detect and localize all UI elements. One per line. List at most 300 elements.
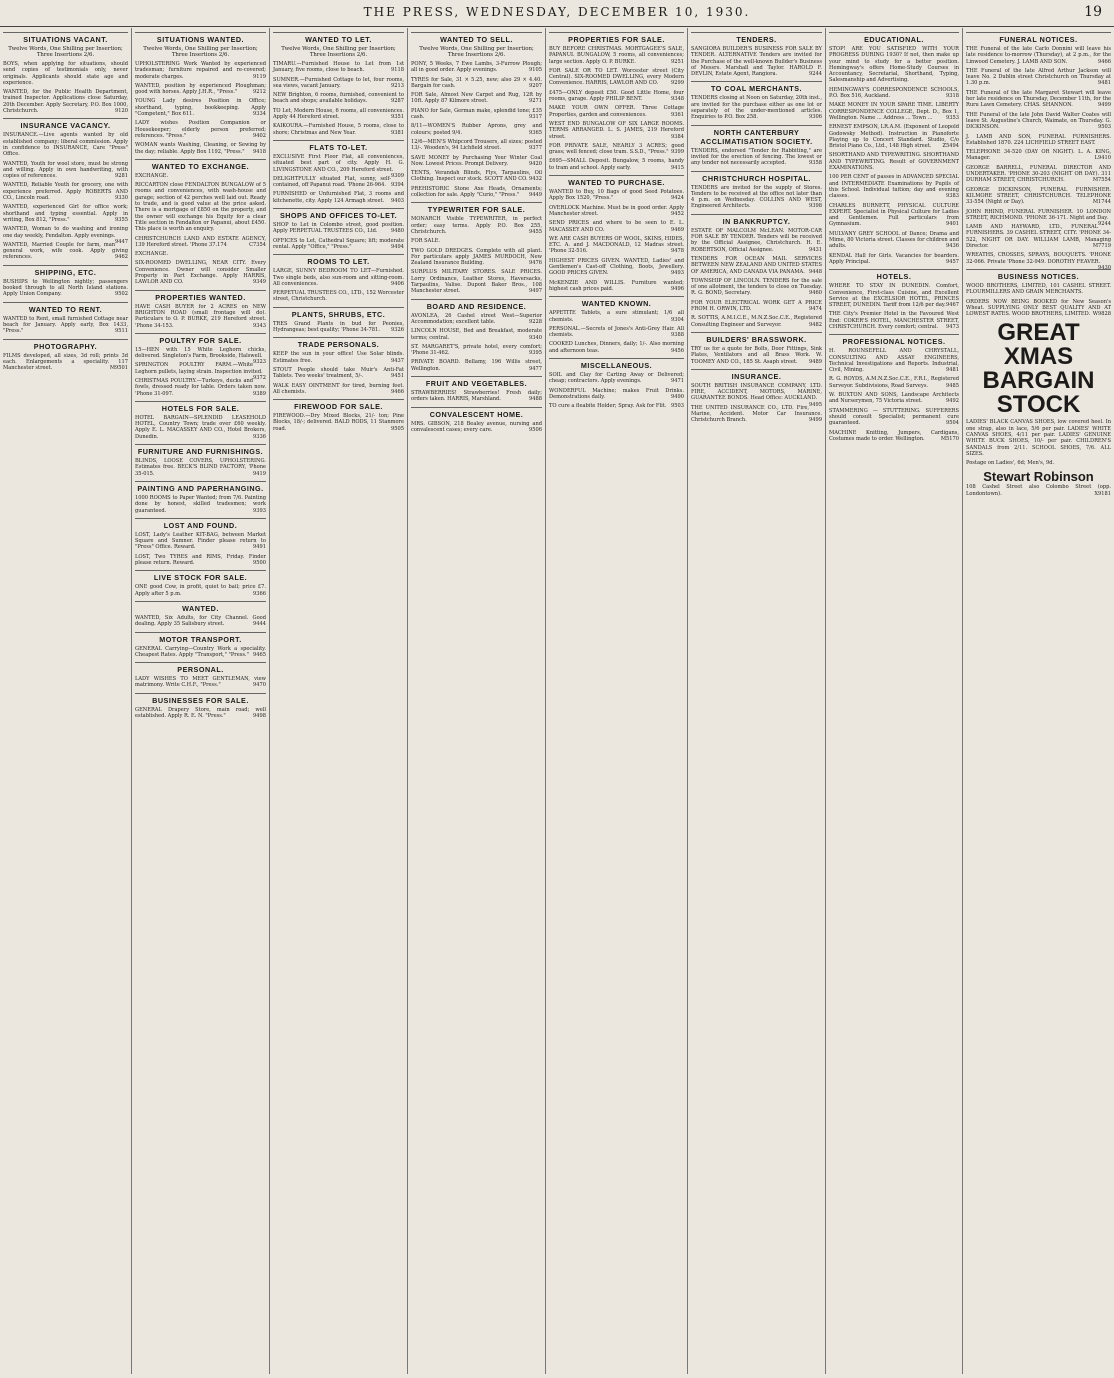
classified-ad bbox=[135, 182, 266, 232]
ad-text: WOOD BROTHERS, LIMITED, 101 CASHEL STREET. FLOURMILLERS AND GRAIN MERCHANTS. bbox=[966, 282, 1111, 296]
ad-reference-number: 9403 bbox=[391, 197, 404, 204]
ad-text: BUY BEFORE CHRISTMAS. MORTGAGEE'S SALE, PAPANUI. BUNGALOW, 5 rooms, all conveniences; large section. Apply O. P. BURKE. bbox=[549, 46, 684, 65]
ad-reference-number: 9395 bbox=[529, 350, 542, 357]
classified-ad bbox=[829, 87, 959, 100]
ad-reference-number: 9365 bbox=[529, 129, 542, 136]
classified-ad bbox=[966, 419, 1111, 457]
section-heading: LIVE STOCK FOR SALE. bbox=[135, 570, 266, 582]
display-advert-headline: GREAT XMAS BARGAIN STOCK bbox=[982, 319, 1095, 419]
classified-ad bbox=[3, 89, 128, 114]
classified-ad bbox=[135, 260, 266, 285]
column-5 bbox=[546, 28, 688, 1374]
ad-reference-number: M7719 bbox=[1092, 243, 1111, 250]
ad-reference-number: 9474 bbox=[809, 306, 822, 313]
section-heading: MISCELLANEOUS. bbox=[549, 358, 684, 370]
classified-ad bbox=[135, 304, 266, 329]
ad-text: PERPETUAL TRUSTEES CO., LTD., 152 Worcester street, Christchurch. bbox=[273, 290, 404, 303]
ad-text: ONE good Cow, in profit, quiet to bail; price £7. Apply after 5 p.m. bbox=[135, 584, 266, 597]
ad-text: KEEP the sun in your office! Use Solar blinds. Estimates free. bbox=[273, 351, 404, 364]
classified-ad bbox=[829, 430, 959, 443]
ad-reference-number: 9372 bbox=[253, 374, 266, 381]
ad-text: APPETITE Tablets, a sure stimulant; 1/6 all chemists. bbox=[549, 310, 684, 323]
ad-reference-number: 9455 bbox=[529, 228, 542, 235]
section-heading: FIREWOOD FOR SALE. bbox=[273, 399, 404, 411]
ad-reference-number: 9467 bbox=[946, 302, 959, 309]
classified-ad bbox=[829, 253, 959, 266]
ad-reference-number: 9489 bbox=[809, 358, 822, 365]
section-heading: LOST AND FOUND. bbox=[135, 518, 266, 530]
ad-text: MACHINE Knitting, Jumpers, Cardigans, Costumes made to order. Wellington. bbox=[829, 429, 959, 442]
ad-text: TYRES for Sale, 31 × 5.25, new; also 29 × 4.40. Bargain for cash. bbox=[411, 76, 542, 89]
classified-ad bbox=[549, 143, 684, 156]
classified-ad bbox=[829, 408, 959, 427]
ad-text: TIMARU.—Furnished House to Let from 1st January, five rooms, close to beach. bbox=[273, 61, 404, 74]
ad-reference-number: 9430 bbox=[1098, 264, 1111, 271]
classified-ad bbox=[411, 328, 542, 341]
section-heading: IN BANKRUPTCY. bbox=[691, 214, 822, 226]
ad-text: STOP! ARE YOU SATISFIED WITH YOUR PROGRESS DURING 1930? If not, then make up your mind to study for a better position. Hemingway's offers Home-Study Courses in Accountancy, Secretarial, Shorthand, Typing, Salesmanship and Advertising. bbox=[829, 46, 959, 84]
ad-reference-number: C7354 bbox=[249, 241, 266, 248]
ad-text: PREHISTORIC Stone Axe Heads, Ornaments; collection for sale. Apply "Curio," "Press." bbox=[411, 185, 542, 199]
ad-reference-number: 9251 bbox=[671, 58, 684, 65]
column-7 bbox=[826, 28, 963, 1374]
classified-ad bbox=[135, 83, 266, 96]
classified-ad bbox=[273, 77, 404, 90]
classified-ad bbox=[135, 584, 266, 597]
classified-ad bbox=[135, 554, 266, 567]
section-heading: WANTED KNOWN. bbox=[549, 296, 684, 308]
classified-ad bbox=[549, 158, 684, 171]
ad-text: EXCLUSIVE First Floor Flat, all conveniences, situated best part of city. Apply H. G. LIVINGSTONE AND CO., 209 Hereford street. bbox=[273, 153, 404, 173]
ad-reference-number: 9466 bbox=[391, 388, 404, 395]
ad-text: 1000 ROOMS to Paper Wanted; from 7/6. Painting done by honest, skilled tradesmen; work guaranteed. bbox=[135, 494, 266, 514]
ad-reference-number: 9349 bbox=[253, 279, 266, 286]
ad-text: FOR YOUR ELECTRICAL WORK GET A PRICE FROM H. ORWIN, LTD. bbox=[691, 299, 822, 313]
rate-notice: Twelve Words, One Shilling per Insertion; Three Insertions 2/6. bbox=[419, 46, 534, 58]
classified-ad bbox=[966, 299, 1111, 318]
classified-ad bbox=[691, 382, 822, 408]
ad-reference-number: 9381 bbox=[391, 129, 404, 136]
ad-reference-number: 9384 bbox=[671, 133, 684, 140]
section-heading: PAINTING AND PAPERHANGING. bbox=[135, 481, 266, 493]
classified-ad bbox=[829, 283, 959, 308]
ad-reference-number: 9469 bbox=[671, 226, 684, 233]
classified-ad bbox=[273, 238, 404, 251]
classified-ad bbox=[135, 415, 266, 440]
ad-reference-number: 9470 bbox=[253, 682, 266, 689]
ad-text: EXCHANGE. bbox=[135, 251, 169, 258]
classified-ad bbox=[549, 46, 684, 65]
ad-text: WOMAN wants Washing, Cleaning, or Sewing by the day; reliable. Apply Box 1192, "Press." bbox=[135, 142, 266, 155]
ad-text: SOUTH BRITISH INSURANCE COMPANY, LTD. FIRE, ACCIDENT, MOTORS, MARINE, GUARANTEE BONDS. Head Office: AUCKLAND. bbox=[691, 382, 822, 402]
classified-ad bbox=[135, 61, 266, 80]
ad-text: SAVE MONEY by Purchasing Your Winter Coal Now. Lowest Prices. Prompt Delivery. bbox=[411, 154, 542, 167]
classified-ad bbox=[135, 251, 266, 257]
ad-text: MONARCH Visible TYPEWRITER, in perfect order; easy terms. Apply P.O. Box 255, Christchurch. bbox=[411, 216, 542, 235]
ad-reference-number: 9348 bbox=[671, 96, 684, 103]
ad-reference-number: 9336 bbox=[253, 433, 266, 440]
ad-text: SHOP to Let in Colombo street, good position. Apply PERPETUAL TRUSTEES CO., Ltd. bbox=[273, 222, 404, 235]
ad-text: OFFICES to Let, Cathedral Square; lift; moderate rental. Apply "Office," "Press." bbox=[273, 237, 404, 250]
ad-text: ST. MARGARET'S, private hotel, every comfort; 'Phone 31-462. bbox=[411, 343, 542, 357]
classified-ad bbox=[691, 405, 822, 424]
ad-text: AVONLEA, 26 Cashel street West—Superior Accommodation; excellent table. bbox=[411, 312, 542, 325]
advertiser-name: Stewart Robinson bbox=[983, 469, 1094, 485]
classified-ad bbox=[966, 224, 1111, 249]
ad-text: Postage on Ladies', 6d; Men's, 9d. bbox=[966, 460, 1055, 467]
classified-ad bbox=[411, 344, 542, 357]
classified-ad bbox=[273, 413, 404, 432]
ad-text: ERNEST EMPSON, LR.A.M. (Exponent of Leopold Godowsky Method). Instruction in Pianoforte Playing up to Concert Standard. Studio, C/o Bristol Piano Co., Ltd., 148 High street. bbox=[829, 124, 959, 150]
ad-text: WHERE TO STAY IN DUNEDIN. Comfort, Convenience, First-class Cuisine, and Excellent Service at the EXCELSIOR HOTEL, PRINCES STREET, DUNEDIN. Tariff from 12/6 per day. bbox=[829, 283, 959, 309]
classified-ad bbox=[3, 316, 128, 335]
ad-text: 15—HEN with 15 White Leghorn chicks, delivered. Singleton's Farm, Brookside, Halswell. bbox=[135, 346, 266, 360]
ad-reference-number: 9473 bbox=[946, 323, 959, 330]
newspaper-title: THE PRESS, WEDNESDAY, DECEMBER 10, 1930. bbox=[363, 5, 751, 19]
ad-reference-number: 9466 bbox=[1098, 58, 1111, 65]
ad-reference-number: 9207 bbox=[529, 82, 542, 89]
ad-reference-number: 9244 bbox=[1098, 221, 1111, 228]
ad-text: WREATHS, CROSSES, SPRAYS, BOUQUETS. 'PHONE 32-066. Private 'Phone 32-949. DOROTHY FEAVER. bbox=[966, 252, 1111, 265]
classified-ad bbox=[966, 112, 1111, 131]
ad-reference-number: W9828 bbox=[1092, 311, 1111, 318]
classified-ad bbox=[411, 77, 542, 90]
classified-ad bbox=[829, 46, 959, 84]
ad-reference-number: 9444 bbox=[253, 621, 266, 628]
classified-ad bbox=[3, 226, 128, 245]
classified-ad bbox=[829, 231, 959, 250]
ad-reference-number: 9478 bbox=[671, 248, 684, 255]
classified-ad bbox=[411, 139, 542, 152]
ad-reference-number: 9432 bbox=[529, 176, 542, 183]
section-heading: BUSINESSES FOR SALE. bbox=[135, 693, 266, 705]
ad-reference-number: 9496 bbox=[671, 285, 684, 292]
classified-ad bbox=[411, 390, 542, 403]
classified-ad bbox=[411, 123, 542, 136]
ad-text: LADY wishes Position Companion or Housekeeper; elderly person preferred; references. "Press." bbox=[135, 120, 266, 139]
ad-reference-number: 9485 bbox=[946, 382, 959, 389]
section-heading: HOTELS FOR SALE. bbox=[135, 401, 266, 413]
ad-text: PIANO for Sale, German make, splendid tone; £35 cash. bbox=[411, 107, 542, 121]
ad-reference-number: 9488 bbox=[529, 396, 542, 403]
section-heading: MOTOR TRANSPORT. bbox=[135, 632, 266, 644]
ad-text: CHRISTCHURCH LAND AND ESTATE AGENCY, 139 Hereford street. 'Phone 37.174 bbox=[135, 235, 266, 248]
ad-reference-number: 9481 bbox=[946, 367, 959, 374]
ad-reference-number: 9490 bbox=[671, 393, 684, 400]
ad-text: MRS. GIBSON, 218 Bealey avenue, nursing and convalescent cases; every care. bbox=[411, 420, 542, 433]
classified-ad bbox=[549, 236, 684, 255]
ad-text: TENDERS are invited for the supply of Stores. Tenders to be received at the office not later than 4 p.m. on Wednesday. COLLINS AND WEST, Engineered Architects. bbox=[691, 184, 822, 210]
classified-ad bbox=[829, 376, 959, 389]
ad-text: YOUNG Lady desires Position in Office; shorthand, typing, bookkeeping. Apply "Competent," Box 611. bbox=[135, 98, 266, 118]
ad-reference-number: 9452 bbox=[671, 210, 684, 217]
ad-reference-number: 9120 bbox=[115, 108, 128, 115]
section-heading: TYPEWRITER FOR SALE. bbox=[411, 202, 542, 214]
ad-text: WANTED, Six Adults, for City Channel. Good dealing. Apply 35 Salisbury street. bbox=[135, 614, 266, 628]
ad-text: TRES Grand Plants in bud for Peonies, Hydrangeas; best quality; 'Phone 34-781. bbox=[273, 320, 404, 334]
section-heading: WANTED TO LET. bbox=[273, 32, 404, 44]
ad-reference-number: 9399 bbox=[671, 149, 684, 156]
classified-ad bbox=[273, 290, 404, 303]
classified-ad bbox=[966, 90, 1111, 109]
ad-reference-number: 9361 bbox=[671, 111, 684, 118]
ad-text: HAVE CASH BUYER for 2 ACRES on NEW BRIGHTON ROAD (small frontage will do). Particulars to O. P. BURKE, 219 Hereford street. 'Phone 34-153. bbox=[135, 303, 266, 329]
classified-ad bbox=[135, 120, 266, 139]
ad-text: ESTATE OF MALCOLM McLEAN. MOTOR-CAR FOR SALE BY TENDER. Tenders will be received by the Official Assignee, Christchurch. H. E. ROBERTSON, Official Assignee. bbox=[691, 227, 822, 253]
ad-text: WEST END BUNGALOW OF SIX LARGE ROOMS. TERMS ARRANGED. L. S. JAMES, 219 Hereford street. bbox=[549, 120, 684, 140]
classified-ad bbox=[135, 346, 266, 366]
ad-reference-number: 9309 bbox=[391, 172, 404, 179]
ad-reference-number: 9431 bbox=[809, 246, 822, 253]
ad-reference-number: 9281 bbox=[115, 173, 128, 180]
ad-reference-number: 9212 bbox=[253, 89, 266, 96]
ad-reference-number: 9505 bbox=[391, 425, 404, 432]
classified-ad bbox=[135, 532, 266, 551]
ad-text: WANTED, Married Couple for farm, man general work, wife cook. Apply giving references. bbox=[3, 241, 128, 261]
ad-reference-number: 9420 bbox=[529, 160, 542, 167]
classified-ad bbox=[829, 152, 959, 171]
classified-ad bbox=[273, 383, 404, 396]
classified-ad bbox=[411, 108, 542, 121]
ad-reference-number: 9460 bbox=[809, 290, 822, 297]
section-heading: PROPERTIES FOR SALE. bbox=[549, 32, 684, 44]
classified-ad bbox=[966, 187, 1111, 206]
ad-text: WONDERFUL Machine; makes Fruit Drinks. Demonstrations daily. bbox=[549, 387, 684, 400]
section-heading: PROFESSIONAL NOTICES. bbox=[829, 334, 959, 346]
ad-text: FOR SALE OR TO LET. Worcester street (City Central). SIX-ROOMED DWELLING, every Modern Convenience. HARRIS, LAWLOR AND CO. bbox=[549, 67, 684, 87]
ad-text: W. BUXTON AND SONS, Landscape Architects and Nurserymen, 75 Victoria street. bbox=[829, 392, 959, 405]
section-heading: TRADE PERSONALS. bbox=[273, 337, 404, 349]
classified-ad bbox=[411, 186, 542, 199]
ad-reference-number: 9389 bbox=[253, 390, 266, 397]
ad-text: WALK EASY OINTMENT for tired, burning feet. All chemists. bbox=[273, 382, 404, 395]
rate-notice: Twelve Words, One Shilling per Insertion; Three Insertions 2/6. bbox=[143, 46, 258, 58]
ad-reference-number: 9355 bbox=[115, 216, 128, 223]
classified-ad bbox=[966, 68, 1111, 87]
classified-ad bbox=[135, 173, 266, 179]
ad-reference-number: 9351 bbox=[391, 114, 404, 121]
classified-ad bbox=[691, 315, 822, 328]
ad-text: £695—SMALL Deposit. Bungalow, 5 rooms, handy to tram and school. Apply early. bbox=[549, 158, 684, 171]
ad-text: McKENZIE AND WILLIS. Furniture wanted; highest cash prices paid. bbox=[549, 279, 684, 292]
ad-text: GENERAL Carrying—Country Work a speciality. Cheapest Rates. Apply "Transport," "Press." bbox=[135, 645, 266, 658]
ad-text: TENDERS, endorsed "Tender for Rabbiting," are invited for the erection of fencing. The lowest or any tender not necessarily accepted. bbox=[691, 147, 822, 167]
ad-text: PERSONAL.—Secrets of Jones's Anti-Grey Hair. All chemists. bbox=[549, 325, 684, 339]
ad-reference-number: 9119 bbox=[253, 73, 266, 80]
ad-reference-number: 9502 bbox=[115, 291, 128, 298]
ad-text: THE City's Premier Hotel in the Favoured West End: COKER'S HOTEL, MANCHESTER STREET, CHRISTCHURCH. Every comfort; central. bbox=[829, 311, 959, 330]
classified-ad bbox=[829, 348, 959, 373]
ad-text: 8/11—WOMEN'S Rubber Aprons, grey and colours; posted 9/4. bbox=[411, 123, 542, 136]
ad-text: NEW Brighton, 6 rooms, furnished, convenient to beach and shops; available holidays. bbox=[273, 92, 404, 105]
classified-ad bbox=[273, 367, 404, 380]
ad-reference-number: 9476 bbox=[529, 260, 542, 267]
ad-text: LOST, Lady's Leather KIT-BAG, between Market Square and Sumner. Finder please return to "Press" Office. Reward. bbox=[135, 531, 266, 551]
classified-ad bbox=[411, 359, 542, 372]
ad-text: FOR PRIVATE SALE, NEARLY 3 ACRES; good grass; well fenced; close tram. S.S.D., "Press." bbox=[549, 142, 684, 156]
classified-ad bbox=[691, 185, 822, 210]
classified-ad bbox=[273, 268, 404, 287]
ad-text: THE UNITED INSURANCE CO., LTD. Fire, Marine, Accident. Motor Car Insurance. Christchurch Branch. bbox=[691, 404, 822, 424]
ad-reference-number: 9448 bbox=[809, 268, 822, 275]
classified-ad bbox=[691, 278, 822, 297]
ad-text: FOR SALE. bbox=[411, 238, 441, 245]
section-heading: WANTED TO EXCHANGE. bbox=[135, 159, 266, 171]
ad-reference-number: 9358 bbox=[809, 160, 822, 167]
ad-text: KENDAL Hall for Girls. Vacancies for boarders. Apply Principal. bbox=[829, 252, 959, 265]
classified-ad bbox=[549, 189, 684, 202]
ad-reference-number: 9326 bbox=[391, 327, 404, 334]
section-heading: TENDERS. bbox=[691, 32, 822, 44]
ad-text: PRIVATE BOARD. Bellamy, 196 Willis street, Wellington. bbox=[411, 359, 542, 372]
ad-reference-number: 9494 bbox=[391, 243, 404, 250]
ad-reference-number: 9418 bbox=[253, 148, 266, 155]
ad-text: TWO GOLD DREDGES. Complete with all plant. For particulars apply JAMES MURDOCH, New Zealand Insurance Building. bbox=[411, 247, 542, 267]
section-heading: SITUATIONS WANTED. bbox=[135, 32, 266, 44]
classified-ad bbox=[273, 191, 404, 204]
ad-text: CHARLES BURNETT, PHYSICAL CULTURE EXPERT. Specialist in Physical Culture for Ladies and Gentlemen. Full particulars from Gymnasium. bbox=[829, 202, 959, 228]
ad-reference-number: 9500 bbox=[253, 560, 266, 567]
section-heading: CONVALESCENT HOME. bbox=[411, 407, 542, 419]
ad-text: THE Funeral of the late Alfred Arthur Jackson will leave No. 2 Dublin street Christchurch on Thursday at 1.30 p.m. bbox=[966, 67, 1111, 87]
column-8 bbox=[963, 28, 1114, 1374]
ad-text: TELEPHONE 34-520 (DAY OR NIGHT). L. A. KING, Manager. bbox=[966, 149, 1111, 162]
ad-text: SPRINGTON POULTRY FARM.—White Leghorn pullets, laying strain. Inspection invited. bbox=[135, 362, 263, 375]
page-number: 19 bbox=[1084, 4, 1102, 20]
section-heading: FURNITURE AND FURNISHINGS. bbox=[135, 444, 266, 456]
classified-ad bbox=[273, 153, 404, 179]
ad-reference-number: 9366 bbox=[253, 590, 266, 597]
ad-text: WANTED to Rent, small furnished Cottage near beach for January. Apply early, Box 1433, "Press." bbox=[3, 315, 128, 335]
ad-text: CHRISTMAS POULTRY.—Turkeys, ducks and fowls, dressed ready for table. Orders taken now. 'Phone 31-097. bbox=[135, 377, 266, 397]
classified-ad bbox=[691, 228, 822, 253]
classified-ad bbox=[135, 458, 266, 477]
ad-reference-number: 9228 bbox=[529, 318, 542, 325]
section-heading: FUNERAL NOTICES. bbox=[966, 32, 1111, 44]
classified-ad bbox=[135, 142, 266, 155]
classified-ad bbox=[273, 61, 404, 74]
ad-reference-number: 9465 bbox=[253, 651, 266, 658]
ad-reference-number: 9306 bbox=[809, 114, 822, 121]
ad-reference-number: 9451 bbox=[391, 373, 404, 380]
ad-reference-number: 9388 bbox=[671, 332, 684, 339]
ad-reference-number: 9462 bbox=[115, 254, 128, 261]
classified-ad bbox=[135, 615, 266, 628]
classified-ad bbox=[691, 46, 822, 77]
classified-ad bbox=[549, 220, 684, 233]
classified-ad bbox=[549, 258, 684, 277]
ad-reference-number: 9480 bbox=[391, 228, 404, 235]
classified-ad bbox=[966, 252, 1111, 271]
ad-text: LADIES' BLACK CANVAS SHOES, low covered heel. In one strap, also in lace, 5/6 per pair. LADIES' WHITE CANVAS SHOES, 4/11 per pair. LADIES' GENUINE WHITE BUCK SHOES, 10/- per pair. CHILDREN'S SANDALS from 2/11. SCHOOL SHOES, 7/6. ALL SIZES. bbox=[966, 419, 1111, 457]
ad-text: HOTEL BARGAIN—SPLENDID LEASEHOLD HOTEL, Country Town; trade over £60 weekly. Apply E. L. MACASSEY AND CO., Hotel Brokers, Dunedin. bbox=[135, 414, 266, 440]
ad-text: GENERAL Drapery Store, main road; well established. Apply R. E. N. "Press." bbox=[135, 706, 266, 719]
ad-reference-number: 9406 bbox=[391, 280, 404, 287]
ad-text: KAIKOURA.—Furnished House, 5 rooms, close to shore; Christmas and New Year. bbox=[273, 123, 404, 136]
classified-ad bbox=[411, 92, 542, 105]
rate-notice: Twelve Words, One Shilling per Insertion; Three Insertions 2/6. bbox=[281, 46, 396, 58]
ad-text: RICCARTON close FENDALTON BUNGALOW of 5 rooms and conveniences, with wash-house and garage; section of 42 perches well laid out. Ready to trade, and is good value at the price asked. There is a mortgage of £850 on the property, and the owner will exchange his Equity for a clear Title section in Fendalton or Papanui, about £450. This place is worth an enquiry. bbox=[135, 182, 266, 233]
ad-reference-number: 9456 bbox=[671, 347, 684, 354]
classified-ad bbox=[966, 484, 1111, 497]
classified-ad bbox=[691, 346, 822, 365]
section-heading: TO COAL MERCHANTS. bbox=[691, 81, 822, 93]
ad-text: WANTED, Youth for wool store, must be strong and willing. Apply in own handwriting, with copies of references. bbox=[3, 160, 128, 180]
ad-text: TRY us for a quote for Bolts, Door Fittings, Sink Plates, Ventilators and all Brass Work. W. TOOMEY AND CO., 185 St. Asaph street. bbox=[691, 345, 822, 365]
classified-ad bbox=[966, 165, 1111, 184]
classified-ad bbox=[3, 353, 128, 372]
classified-ad bbox=[135, 236, 266, 249]
column-1 bbox=[0, 28, 132, 1374]
ad-reference-number: 9353 bbox=[946, 114, 959, 121]
classified-ad bbox=[273, 222, 404, 235]
ad-text: STRAWBERRIES! Strawberries! Fresh daily; orders taken. HARRIS, Marshland. bbox=[411, 389, 542, 403]
classified-ad bbox=[549, 388, 684, 401]
classified-ad bbox=[966, 46, 1111, 65]
section-heading: ROOMS TO LET. bbox=[273, 254, 404, 266]
classified-ad bbox=[966, 208, 1111, 228]
classified-ad bbox=[411, 155, 542, 168]
ad-reference-number: 9402 bbox=[253, 132, 266, 139]
classified-ad bbox=[135, 98, 266, 117]
ad-text: SIX-ROOMED DWELLING, NEAR CITY. Every Convenience. Owner will consider Smaller Property in Part Exchange. Apply HARRIS, LAWLOR AND CO. bbox=[135, 260, 266, 286]
classified-ad bbox=[966, 460, 1111, 466]
ad-reference-number: 9497 bbox=[529, 288, 542, 295]
ad-text: WANTED to Buy, 10 Bags of good Seed Potatoes. Apply Box 1520, "Press." bbox=[549, 189, 684, 202]
section-heading: WANTED TO RENT. bbox=[3, 302, 128, 314]
ad-reference-number: 9499 bbox=[809, 417, 822, 424]
ad-reference-number: 9492 bbox=[946, 398, 959, 405]
classified-ad bbox=[829, 392, 959, 405]
ad-text: MAKE YOUR OWN OFFER. Three Cottage Properties, garden and conveniences. bbox=[549, 105, 684, 118]
ad-text: SUMNER.—Furnished Cottage to let, four rooms, sea views, vacant January. bbox=[273, 76, 404, 89]
classified-ad bbox=[135, 378, 266, 397]
ad-text: H. ROUNSEFELL AND CHRYSTALL, CONSULTING AND ASSAY ENGINEERS, Technical Investigations and Reports. Industrial, Civil, Mining. bbox=[829, 348, 959, 374]
ad-reference-number: M7554 bbox=[1092, 177, 1111, 184]
ad-reference-number: 9419 bbox=[253, 470, 266, 477]
classified-ad bbox=[549, 121, 684, 140]
ad-reference-number: 9493 bbox=[671, 270, 684, 277]
section-heading: CHRISTCHURCH HOSPITAL. bbox=[691, 171, 822, 183]
classified-ad bbox=[829, 203, 959, 228]
ad-text: BUSHIPS to Wellington nightly; passengers booked through to all North Island stations. Apply Union Company. bbox=[3, 278, 128, 298]
ad-text: PONY, 5 Weeks, 7 Ewe Lambs, 3-Furrow Plough; all in good order. Apply evenings. bbox=[411, 61, 542, 74]
ad-reference-number: 9503 bbox=[671, 403, 684, 410]
ad-text: R. G. ROYDS, A.M.N.Z.Soc.C.E., F.R.I., Registered Surveyor. Subdivisions, Road Surveys. bbox=[829, 376, 959, 389]
ad-reference-number: 9498 bbox=[253, 713, 266, 719]
classified-ad bbox=[3, 132, 128, 157]
classified-ad bbox=[829, 311, 959, 330]
ad-text: INSURANCE.—Live agents wanted by old established company; liberal commission. Apply in confidence to INSURANCE, Care "Press" Office. bbox=[3, 132, 128, 158]
section-heading: WANTED. bbox=[135, 601, 266, 613]
classified-ad bbox=[3, 242, 128, 261]
ad-text: TENDERS FOR OCEAN MAIL SERVICES BETWEEN NEW ZEALAND AND UNITED STATES OF AMERICA, AND CANADA VIA PANAMA. bbox=[691, 255, 822, 275]
ad-text: £475—ONLY deposit £50. Good Little Home, four rooms, garage. Apply PHILIP BENT. bbox=[549, 89, 684, 103]
classified-ad bbox=[3, 279, 128, 298]
section-heading: HOTELS. bbox=[829, 269, 959, 281]
ad-text: SANGIORA BUILDER'S BUSINESS FOR SALE BY TENDER. ALTERNATIVE Tenders are invited for the Purchase of the well-known Builder's Business of Messrs. Marshall and Taylor. HAROLD F. DEVLIN, Estate Agent, Rangiora. bbox=[691, 46, 822, 78]
ad-reference-number: 9499 bbox=[1098, 102, 1111, 109]
ad-reference-number: 9330 bbox=[115, 195, 128, 202]
ad-reference-number: 9477 bbox=[529, 365, 542, 372]
ad-text: WANTED, experienced Girl for office work; shorthand and typing essential. Apply in writing, Box 812, "Press." bbox=[3, 204, 128, 223]
classified-ad bbox=[135, 495, 266, 514]
section-heading: NORTH CANTERBURY ACCLIMATISATION SOCIETY. bbox=[691, 125, 822, 146]
classified-ad bbox=[549, 403, 684, 409]
classified-ad bbox=[829, 174, 959, 199]
classified-ad bbox=[829, 124, 959, 149]
ad-reference-number: 9436 bbox=[946, 243, 959, 250]
